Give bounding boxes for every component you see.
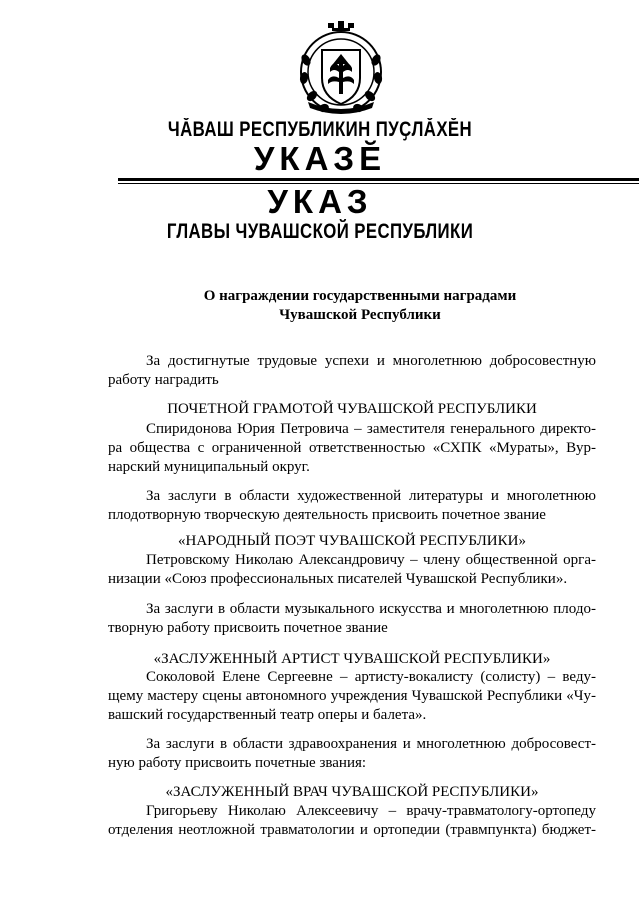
awardee-line: ра общества с ограниченной ответственностью «СХПК «Мураты», Вур- [108,440,596,456]
awardee-line: Спиридонова Юрия Петровича – заместителя генерального директо- [146,421,596,437]
awardee-line: отделения неотложной травматологии и ортопедии (травмпункта) бюджет- [108,822,596,838]
subject-line: О награждении государственными наградами [203,288,517,304]
header-divider-thick [118,178,639,181]
header-ukaze-title: УКАЗĔ [253,140,387,177]
awardee-line: Соколовой Елене Сергеевне – артисту-вокалисту (солисту) – веду- [146,669,596,685]
paragraph-line: За заслуги в области художественной литературы и многолетнюю [146,488,596,504]
paragraph-line: ную работу присвоить почетные звания: [108,755,367,771]
header-chuvash-title: ЧĂВАШ РЕСПУБЛИКИН ПУҪЛĂХĔН [167,118,473,141]
award-title: ПОЧЕТНОЙ ГРАМОТОЙ ЧУВАШСКОЙ РЕСПУБЛИКИ [167,401,537,417]
awardee-line: вашский государственный театр оперы и балета». [108,707,427,723]
paragraph-line: плодотворную творческую деятельность присвоить почетное звание [108,507,546,523]
awardee-line: нарский муниципальный округ. [108,459,310,475]
award-title: «ЗАСЛУЖЕННЫЙ АРТИСТ ЧУВАШСКОЙ РЕСПУБЛИКИ» [153,651,551,667]
header-ukaz-title: УКАЗ [267,183,373,220]
paragraph-line: За заслуги в области музыкального искусства и многолетнюю плодо- [146,601,596,617]
award-title: «НАРОДНЫЙ ПОЭТ ЧУВАШСКОЙ РЕСПУБЛИКИ» [178,533,526,549]
awardee-line: Петровскому Николаю Александровичу – члену общественной орга- [146,552,596,568]
subject-line: Чувашской Республики [279,307,441,323]
header-glava-title: ГЛАВЫ ЧУВАШСКОЙ РЕСПУБЛИКИ [166,220,474,243]
awardee-line: низации «Союз профессиональных писателей Чувашской Республики». [108,571,568,587]
paragraph-line: За заслуги в области здравоохранения и многолетнюю добросовест- [146,736,596,752]
award-title: «ЗАСЛУЖЕННЫЙ ВРАЧ ЧУВАШСКОЙ РЕСПУБЛИКИ» [165,784,539,800]
paragraph-line: За достигнутые трудовые успехи и многолетнюю добросовестную [146,353,596,369]
awardee-line: Григорьеву Николаю Алексеевичу – врачу-травматологу-ортопеду [146,803,596,819]
awardee-line: щему мастеру сцены автономного учреждения Чувашской Республики «Чу- [108,688,596,704]
decree-subject [120,287,600,325]
chuvash-emblem-icon [294,20,388,116]
paragraph-line: работу наградить [108,372,219,388]
paragraph-line: творную работу присвоить почетное звание [108,620,388,636]
